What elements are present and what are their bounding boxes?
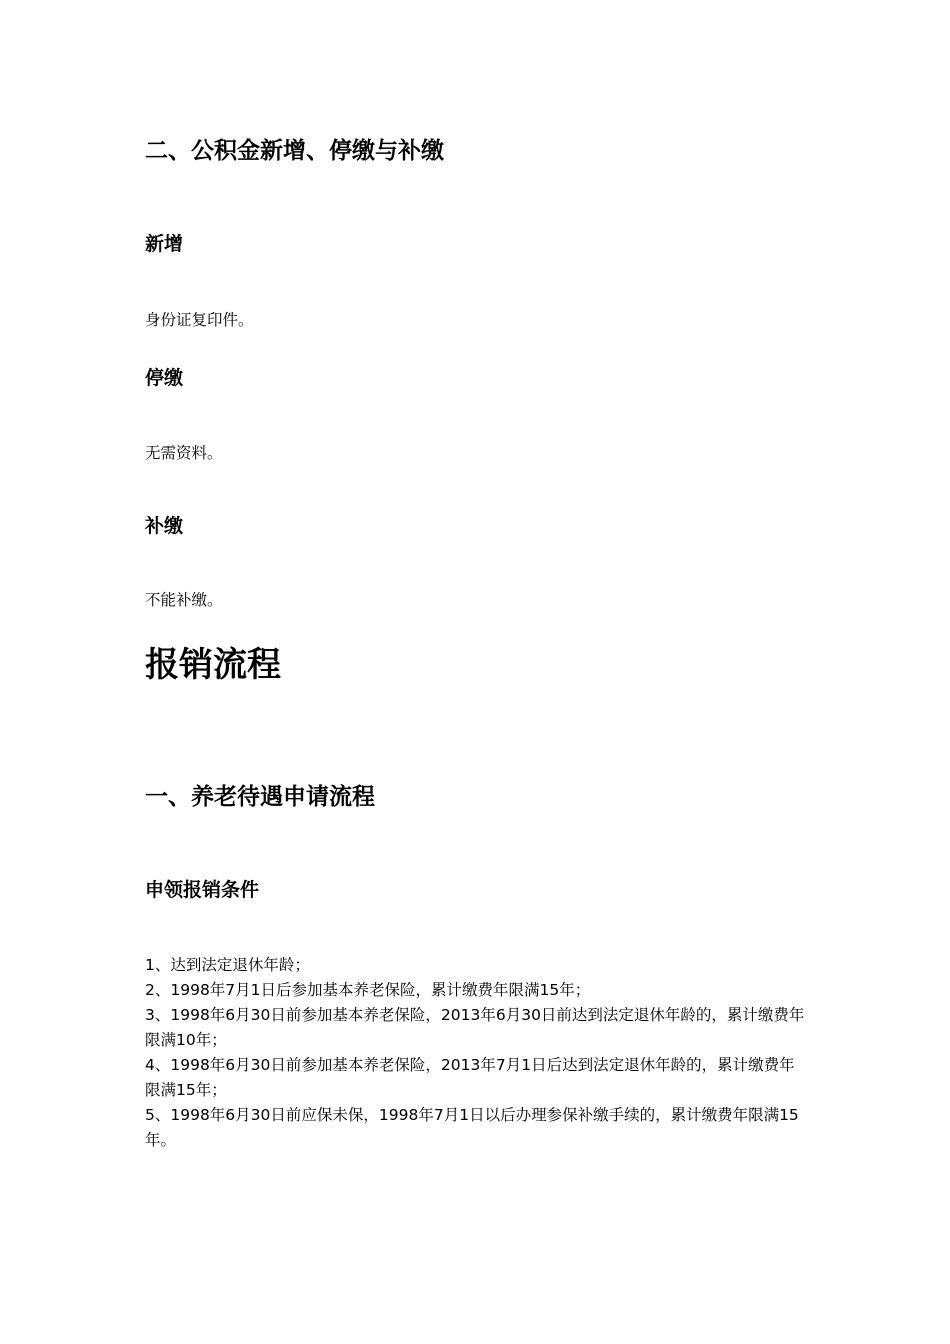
list-item: 3、1998年6月30日前参加基本养老保险，2013年6月30日前达到法定退休年龄的，累计缴费年限满10年；: [145, 1006, 805, 1049]
list-item: 1、达到法定退休年龄；: [145, 956, 310, 974]
paragraph-stop: 无需资料。: [145, 444, 223, 462]
list-item: 4、1998年6月30日前参加基本养老保险，2013年7月1日后达到法定退休年龄的，累计缴费年限满15年；: [145, 1056, 795, 1099]
paragraph-add: 身份证复印件。: [145, 311, 254, 329]
subheading-stop: 停缴: [145, 367, 184, 389]
list-item: 2、1998年7月1日后参加基本养老保险，累计缴费年限满15年；: [145, 981, 591, 999]
list-item: 5、1998年6月30日前应保未保，1998年7月1日以后办理参保补缴手续的，累计缴费年限满15年。: [145, 1106, 799, 1149]
paragraph-backpay: 不能补缴。: [145, 591, 223, 609]
section-heading-fund: 二、公积金新增、停缴与补缴: [145, 138, 444, 164]
subheading-conditions: 申领报销条件: [145, 879, 260, 901]
subheading-backpay: 补缴: [145, 515, 184, 537]
subheading-add: 新增: [145, 233, 184, 255]
section-heading-pension: 一、养老待遇申请流程: [145, 784, 375, 810]
chapter-title: 报销流程: [145, 645, 281, 685]
conditions-list: [145, 953, 810, 1153]
